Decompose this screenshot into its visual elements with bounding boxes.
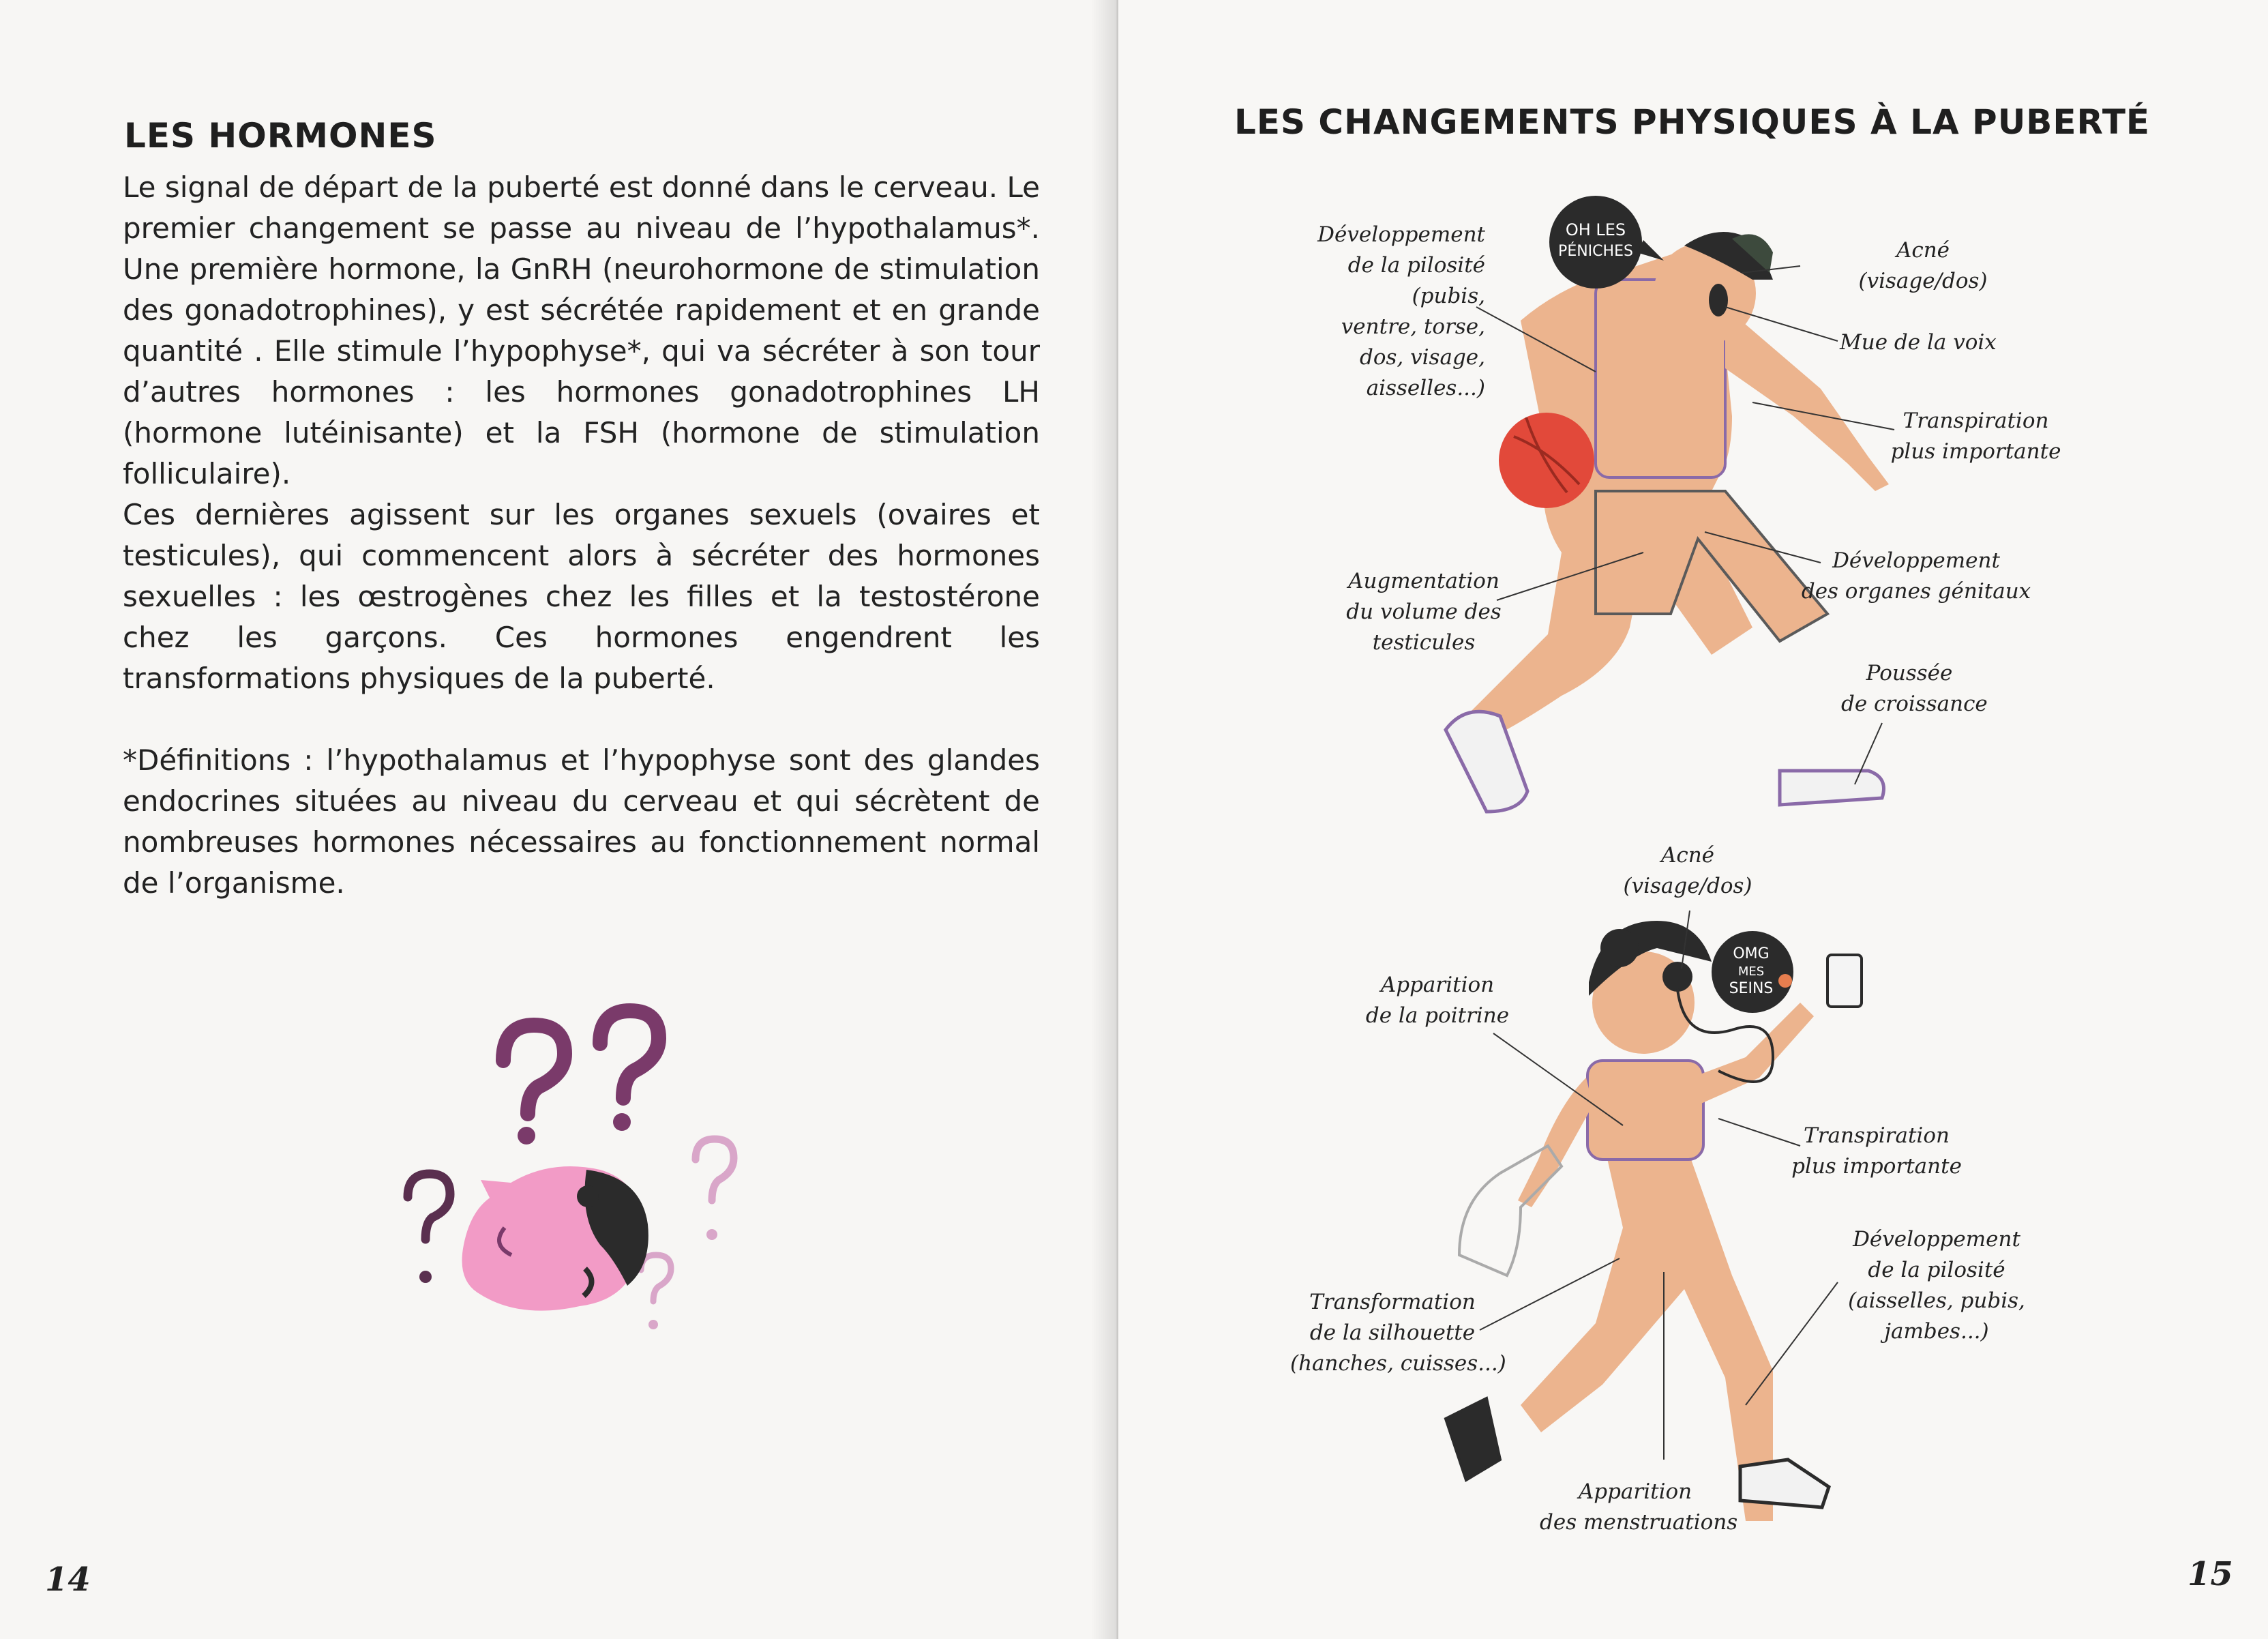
label-boy-voix: Mue de la voix [1840,330,1997,355]
girl-speech-line-3: SEINS [1729,980,1774,997]
label-girl-menstruations: Apparition des menstruations [1540,1479,1738,1535]
right-heading: LES CHANGEMENTS PHYSIQUES À LA PUBERTÉ [1234,102,2150,142]
girl-speech-line-1: OMG [1733,945,1770,962]
boy-figure [1446,232,1889,812]
label-girl-transpiration: Transpiration plus importante [1791,1123,1962,1179]
paragraph-2: Ces dernières agissent sur les organes sexuels (ovaires et testicules), qui commencent alors à sécréter des hormones sexuelles : les œstrogènes chez les filles et la testostérone chez les garçons. Ces hormones engendrent les transformations physiques de la puberté. [123,498,1040,695]
label-girl-pilosite: Développement de la pilosité (aisselles, pubis, jambes...) [1848,1227,2025,1344]
confused-head-illustration [0,0,1118,1639]
left-heading: LES HORMONES [124,116,437,156]
girl-speech-bubble [1712,931,1793,1013]
page-number-left: 14 [45,1561,91,1599]
page-number-right: 15 [2188,1555,2233,1593]
boy-speech-line-1: OH LES [1565,220,1626,239]
label-boy-croissance: Poussée de croissance [1841,661,1988,716]
girl-speech-line-2: MES [1737,964,1765,979]
label-boy-testicules: Augmentation du volume des testicules [1346,569,1502,655]
left-page [0,0,1118,1639]
boy-speech-line-2: PÉNICHES [1558,243,1633,260]
pink-head [462,1166,648,1311]
paragraph-1: Le signal de départ de la puberté est donné dans le cerveau. Le premier changement se passe au niveau de l’hypothalamus*. Une première hormone, la GnRH (neurohormone de stimulation des gonadotrophines), y est sécrétée rapidement et en grande quantité . Elle stimule l’hypophyse*, qui va sécréter à son tour d’autres hormones : les hormones gonadotrophines LH (hormone lutéinisante) et la FSH (hormone de stimulation folliculaire). [123,171,1040,490]
label-boy-acne: Acné (visage/dos) [1858,238,1988,293]
label-girl-poitrine: Apparition de la poitrine [1365,973,1510,1028]
body-illustrations [1118,0,2268,1639]
label-boy-pilosite: Développement de la pilosité (pubis, ventre, torse, dos, visage, aisselles...) [1317,222,1485,400]
label-boy-organes: Développement des organes génitaux [1801,548,2031,604]
label-girl-silhouette: Transformation de la silhouette (hanches, cuisses...) [1290,1290,1506,1376]
label-girl-acne: Acné (visage/dos) [1623,843,1752,898]
definition-note: *Définitions : l’hypothalamus et l’hypophyse sont des glandes endocrines situées au niveau du cerveau et qui sécrètent de nombreuses hormones nécessaires au fonctionnement normal de l’organisme. [123,743,1040,900]
label-boy-transpiration: Transpiration plus importante [1890,409,2061,464]
right-page [1118,0,2268,1639]
